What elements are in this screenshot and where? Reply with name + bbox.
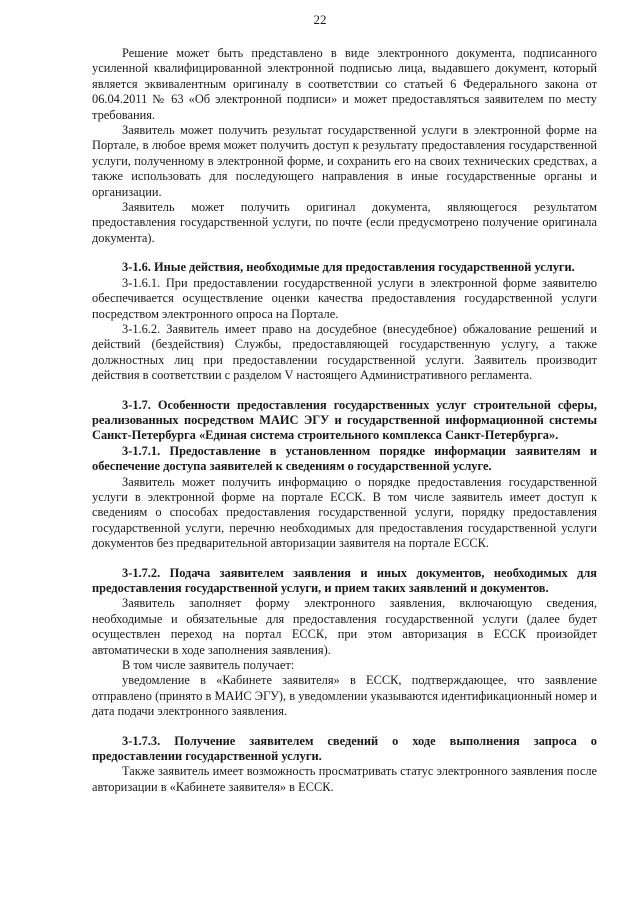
paragraph-3-1-6-1: 3-1.6.1. При предоставлении государственной услуги в электронной форме заявителю обеспечивается осуществление оценки качества предоставления государственной услуги посредством электронного опроса на Портале. [92, 275, 597, 321]
paragraph-decision-format: Решение может быть представлено в виде электронного документа, подписанного усиленной квалифицированной электронной подписью лица, выдавшего документ, который является эквивалентным оригиналу в соответствии со статьей 6 Федерального закона от 06.04.2011 № 63 «Об электронной подписи» и может предоставляться заявителем по месту требования. [92, 46, 597, 122]
paragraph-3-1-7-2-receives: В том числе заявитель получает: [122, 658, 295, 673]
paragraph-portal-result: Заявитель может получить результат государственной услуги в электронной форме на Портале, в любое время может получить доступ к результату предоставления государственной услуги, полученному в электронной форме, и сохранить его на своих технических средствах, а также использовать для последующего направления в иные государственные органы и организации. [92, 123, 597, 199]
paragraph-3-1-7-2-notification: уведомление в «Кабинете заявителя» в ЕССК, подтверждающее, что заявление отправлено (принято в МАИС ЭГУ), в уведомлении указываются идентификационный номер и дата подачи электронного заявления. [92, 673, 597, 719]
document-body [92, 46, 597, 795]
paragraph-3-1-7-3: Также заявитель имеет возможность просматривать статус электронного заявления после авторизации в «Кабинете заявителя» в ЕССК. [92, 764, 597, 794]
paragraph-3-1-7-2-form: Заявитель заполняет форму электронного заявления, включающую сведения, необходимые и обязательные для предоставления государственной услуги (далее будет осуществлен переход на портал ЕССК, при этом авторизация в ЕССК произойдет автоматически в ходе заполнения заявления). [92, 596, 597, 657]
paragraph-original-by-mail: Заявитель может получить оригинал документа, являющегося результатом предоставления государственной услуги, по почте (если предусмотрено получение оригинала документа). [92, 200, 597, 245]
paragraph-3-1-6-2: 3-1.6.2. Заявитель имеет право на досудебное (внесудебное) обжалование решений и действий (бездействия) Службы, предоставляющей государственную услугу, а также должностных лиц при предоставлении государственной услуги. Заявитель производит действия в соответствии с разделом V настоящего Административного регламента. [92, 321, 597, 383]
page-number: 22 [313, 12, 327, 27]
heading-3-1-7: 3-1.7. Особенности предоставления государственных услуг строительной сферы, реализованных посредством МАИС ЭГУ и государственной информационной системы Санкт-Петербурга «Единая система строительного комплекса Санкт-Петербурга». [92, 397, 597, 443]
heading-3-1-6: 3-1.6. Иные действия, необходимые для предоставления государственной услуги. [122, 260, 575, 275]
paragraph-3-1-7-1: Заявитель может получить информацию о порядке предоставления государственной услуги в электронной форме на портале ЕССК. В том числе заявитель имеет доступ к сведениям о способах предоставления государственной услуги, порядку предоставления государственной услуги, перечню необходимых для предоставления государственной услуги документов без предварительной авторизации заявителя на портале ЕССК. [92, 474, 597, 551]
heading-3-1-7-3: 3-1.7.3. Получение заявителем сведений о ходе выполнения запроса о предоставлении государственной услуги. [92, 733, 597, 764]
heading-3-1-7-1: 3-1.7.1. Предоставление в установленном порядке информации заявителям и обеспечение доступа заявителей к сведениям о государственной услуге. [92, 443, 597, 474]
heading-3-1-7-2: 3-1.7.2. Подача заявителем заявления и иных документов, необходимых для предоставления государственной услуги, и прием таких заявлений и документов. [92, 565, 597, 595]
